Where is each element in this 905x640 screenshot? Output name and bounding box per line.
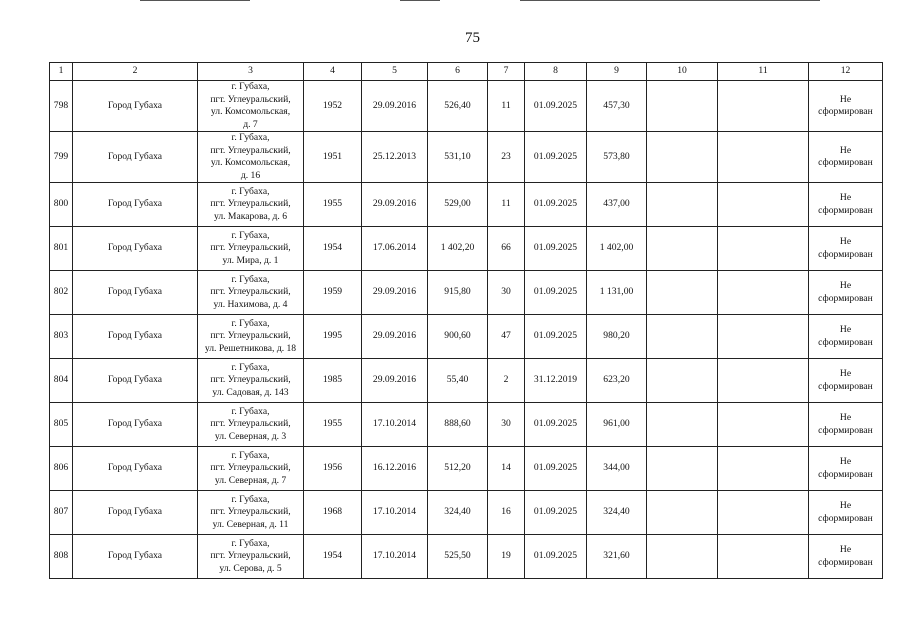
row-number: 799 [50,132,73,183]
area-cell: 525,50 [428,535,488,579]
top-rule-mid [400,0,440,1]
area2-cell: 961,00 [587,403,647,447]
empty-cell-11 [718,132,809,183]
year-cell: 1954 [304,227,362,271]
column-header-7: 7 [488,63,525,81]
date-cell: 29.09.2016 [362,315,428,359]
area2-cell: 437,00 [587,183,647,227]
year-cell: 1952 [304,81,362,132]
empty-cell-11 [718,535,809,579]
status-cell: Не сформирован [809,535,883,579]
deadline-cell: 01.09.2025 [525,491,587,535]
row-number: 806 [50,447,73,491]
municipality-cell: Город Губаха [73,535,198,579]
address-cell: г. Губаха, пгт. Углеуральский, ул. Комсомольская, д. 7 [198,81,304,132]
address-cell: г. Губаха, пгт. Углеуральский, ул. Северная, д. 7 [198,447,304,491]
year-cell: 1954 [304,535,362,579]
area2-cell: 457,30 [587,81,647,132]
area2-cell: 324,40 [587,491,647,535]
municipality-cell: Город Губаха [73,183,198,227]
deadline-cell: 01.09.2025 [525,183,587,227]
address-cell: г. Губаха, пгт. Углеуральский, ул. Мира, д. 1 [198,227,304,271]
deadline-cell: 31.12.2019 [525,359,587,403]
area2-cell: 344,00 [587,447,647,491]
year-cell: 1956 [304,447,362,491]
table-row [50,535,883,579]
table-body [50,81,883,579]
year-cell: 1995 [304,315,362,359]
area2-cell: 573,80 [587,132,647,183]
row-number: 798 [50,81,73,132]
empty-cell-10 [647,132,718,183]
empty-cell-10 [647,183,718,227]
row-number: 804 [50,359,73,403]
area-cell: 915,80 [428,271,488,315]
empty-cell-11 [718,491,809,535]
date-cell: 17.10.2014 [362,403,428,447]
column-header-9: 9 [587,63,647,81]
area-cell: 55,40 [428,359,488,403]
count-cell: 2 [488,359,525,403]
status-cell: Не сформирован [809,271,883,315]
page-number: 75 [465,30,480,46]
area-cell: 529,00 [428,183,488,227]
column-header-11: 11 [718,63,809,81]
column-header-4: 4 [304,63,362,81]
deadline-cell: 01.09.2025 [525,271,587,315]
address-cell: г. Губаха, пгт. Углеуральский, ул. Северная, д. 3 [198,403,304,447]
column-header-6: 6 [428,63,488,81]
status-cell: Не сформирован [809,491,883,535]
count-cell: 11 [488,183,525,227]
year-cell: 1951 [304,132,362,183]
area-cell: 531,10 [428,132,488,183]
area-cell: 512,20 [428,447,488,491]
column-header-8: 8 [525,63,587,81]
row-number: 802 [50,271,73,315]
deadline-cell: 01.09.2025 [525,132,587,183]
status-cell: Не сформирован [809,81,883,132]
table-row [50,447,883,491]
empty-cell-10 [647,491,718,535]
municipality-cell: Город Губаха [73,491,198,535]
row-number: 805 [50,403,73,447]
count-cell: 66 [488,227,525,271]
column-header-2: 2 [73,63,198,81]
address-cell: г. Губаха, пгт. Углеуральский, ул. Нахимова, д. 4 [198,271,304,315]
area-cell: 324,40 [428,491,488,535]
header-row [50,63,883,81]
status-cell: Не сформирован [809,403,883,447]
deadline-cell: 01.09.2025 [525,447,587,491]
date-cell: 29.09.2016 [362,81,428,132]
column-header-1: 1 [50,63,73,81]
deadline-cell: 01.09.2025 [525,81,587,132]
table-row [50,81,883,132]
status-cell: Не сформирован [809,315,883,359]
column-header-3: 3 [198,63,304,81]
count-cell: 19 [488,535,525,579]
table-row [50,183,883,227]
empty-cell-10 [647,535,718,579]
count-cell: 47 [488,315,525,359]
municipality-cell: Город Губаха [73,132,198,183]
date-cell: 29.09.2016 [362,271,428,315]
municipality-cell: Город Губаха [73,271,198,315]
year-cell: 1985 [304,359,362,403]
year-cell: 1959 [304,271,362,315]
year-cell: 1955 [304,183,362,227]
empty-cell-11 [718,447,809,491]
empty-cell-11 [718,183,809,227]
area2-cell: 980,20 [587,315,647,359]
table-row [50,359,883,403]
top-rule-right [520,0,820,1]
empty-cell-10 [647,315,718,359]
empty-cell-11 [718,227,809,271]
date-cell: 16.12.2016 [362,447,428,491]
empty-cell-11 [718,81,809,132]
deadline-cell: 01.09.2025 [525,535,587,579]
count-cell: 30 [488,271,525,315]
deadline-cell: 01.09.2025 [525,227,587,271]
row-number: 807 [50,491,73,535]
year-cell: 1968 [304,491,362,535]
municipality-cell: Город Губаха [73,359,198,403]
municipality-cell: Город Губаха [73,81,198,132]
deadline-cell: 01.09.2025 [525,403,587,447]
status-cell: Не сформирован [809,447,883,491]
area-cell: 900,60 [428,315,488,359]
deadline-cell: 01.09.2025 [525,315,587,359]
area-cell: 1 402,20 [428,227,488,271]
table-row [50,227,883,271]
table-header [50,63,883,81]
empty-cell-10 [647,403,718,447]
table-row [50,403,883,447]
status-cell: Не сформирован [809,359,883,403]
date-cell: 29.09.2016 [362,359,428,403]
status-cell: Не сформирован [809,132,883,183]
municipality-cell: Город Губаха [73,315,198,359]
count-cell: 23 [488,132,525,183]
year-cell: 1955 [304,403,362,447]
empty-cell-10 [647,271,718,315]
table-row [50,491,883,535]
column-header-12: 12 [809,63,883,81]
area2-cell: 1 131,00 [587,271,647,315]
column-header-10: 10 [647,63,718,81]
area-cell: 526,40 [428,81,488,132]
row-number: 801 [50,227,73,271]
row-number: 808 [50,535,73,579]
address-cell: г. Губаха, пгт. Углеуральский, ул. Садовая, д. 143 [198,359,304,403]
column-header-5: 5 [362,63,428,81]
empty-cell-10 [647,447,718,491]
address-cell: г. Губаха, пгт. Углеуральский, ул. Макарова, д. 6 [198,183,304,227]
count-cell: 11 [488,81,525,132]
registry-table [49,62,883,579]
row-number: 800 [50,183,73,227]
area2-cell: 623,20 [587,359,647,403]
table-row [50,271,883,315]
empty-cell-11 [718,403,809,447]
empty-cell-10 [647,359,718,403]
empty-cell-11 [718,271,809,315]
area-cell: 888,60 [428,403,488,447]
top-rule-left [140,0,250,1]
empty-cell-10 [647,227,718,271]
count-cell: 14 [488,447,525,491]
table-row [50,132,883,183]
table-row [50,315,883,359]
area2-cell: 321,60 [587,535,647,579]
date-cell: 17.10.2014 [362,491,428,535]
date-cell: 17.10.2014 [362,535,428,579]
status-cell: Не сформирован [809,183,883,227]
municipality-cell: Город Губаха [73,227,198,271]
empty-cell-10 [647,81,718,132]
municipality-cell: Город Губаха [73,447,198,491]
status-cell: Не сформирован [809,227,883,271]
count-cell: 30 [488,403,525,447]
municipality-cell: Город Губаха [73,403,198,447]
address-cell: г. Губаха, пгт. Углеуральский, ул. Серова, д. 5 [198,535,304,579]
date-cell: 25.12.2013 [362,132,428,183]
date-cell: 17.06.2014 [362,227,428,271]
address-cell: г. Губаха, пгт. Углеуральский, ул. Северная, д. 11 [198,491,304,535]
empty-cell-11 [718,315,809,359]
row-number: 803 [50,315,73,359]
area2-cell: 1 402,00 [587,227,647,271]
date-cell: 29.09.2016 [362,183,428,227]
address-cell: г. Губаха, пгт. Углеуральский, ул. Решетникова, д. 18 [198,315,304,359]
empty-cell-11 [718,359,809,403]
address-cell: г. Губаха, пгт. Углеуральский, ул. Комсомольская, д. 16 [198,132,304,183]
count-cell: 16 [488,491,525,535]
